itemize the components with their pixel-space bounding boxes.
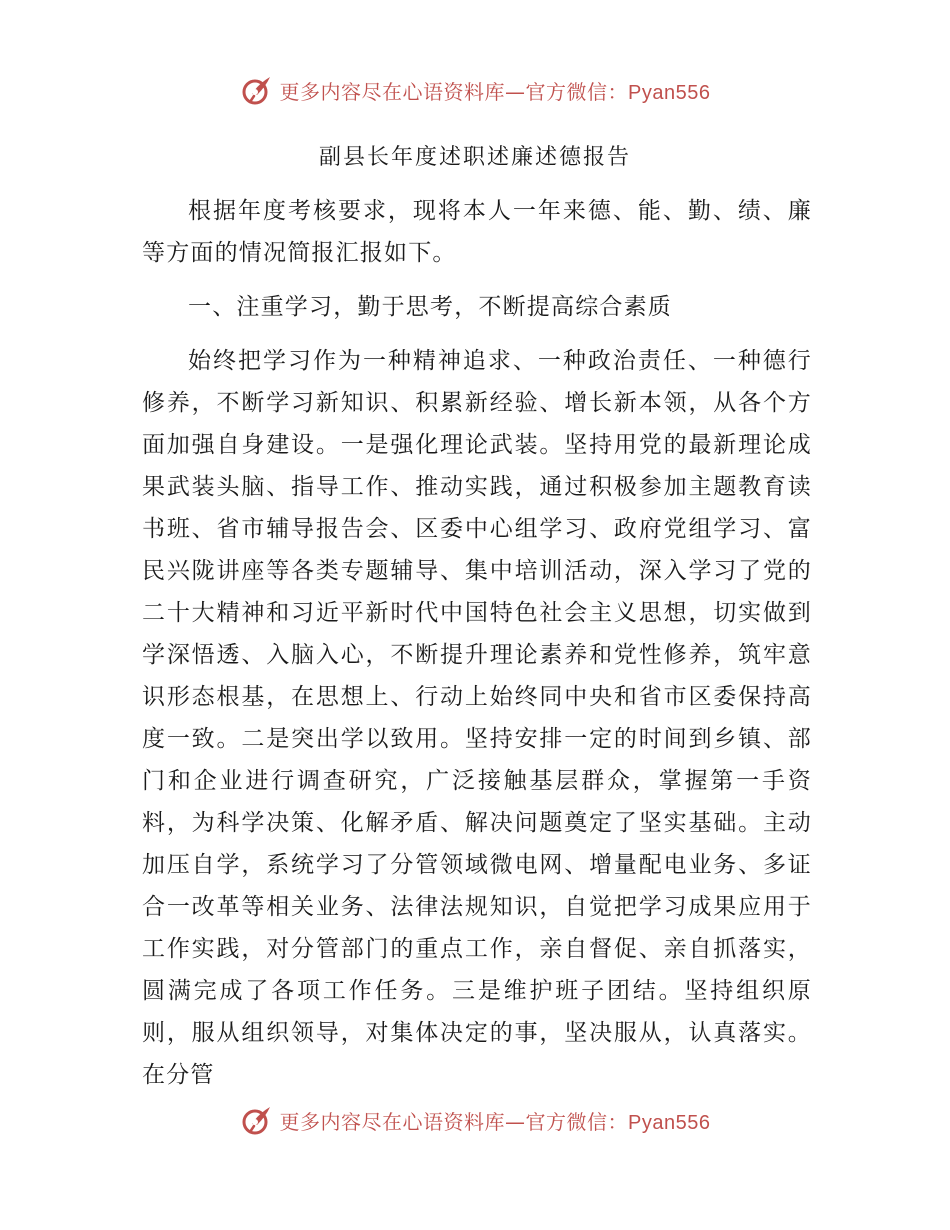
section-paragraph: 始终把学习作为一种精神追求、一种政治责任、一种德行修养，不断学习新知识、积累新经验、增长新本领，从各个方面加强自身建设。一是强化理论武装。坚持用党的最新理论成果武装头脑、指导工作、推动实践，通过积极参加主题教育读书班、省市辅导报告会、区委中心组学习、政府党组学习、富民兴陇讲座等各类专题辅导、集中培训活动，深入学习了党的二十大精神和习近平新时代中国特色社会主义思想，切实做到学深悟透、入脑入心，不断提升理论素养和党性修养，筑牢意识形态根基，在思想上、行动上始终同中央和省市区委保持高度一致。二是突出学以致用。坚持安排一定的时间到乡镇、部门和企业进行调查研究，广泛接触基层群众，掌握第一手资料，为科学决策、化解矛盾、解决问题奠定了坚实基础。主动加压自学，系统学习了分管领域微电网、增量配电业务、多证合一改革等相关业务、法律法规知识，自觉把学习成果应用于工作实践，对分管部门的重点工作，亲自督促、亲自抓落实，圆满完成了各项工作任务。三是维护班子团结。坚持组织原则，服从组织领导，对集体决定的事，坚决服从，认真落实。在分管 [142, 348, 812, 1088]
watermark-text: 更多内容尽在心语资料库—官方微信：Pyan556 [279, 79, 711, 104]
feather-circle-logo-icon [240, 72, 276, 108]
watermark-banner-bottom [0, 1100, 950, 1140]
section-heading: 一、注重学习，勤于思考，不断提高综合素质 [188, 294, 672, 320]
feather-circle-logo-icon [240, 1102, 276, 1138]
intro-paragraph: 根据年度考核要求，现将本人一年来德、能、勤、绩、廉等方面的情况简报汇报如下。 [142, 198, 812, 266]
document-body [142, 190, 812, 1096]
document-title: 副县长年度述职述廉述德报告 [318, 145, 631, 170]
watermark-banner-top [0, 70, 950, 110]
watermark-text: 更多内容尽在心语资料库—官方微信：Pyan556 [279, 1109, 711, 1134]
